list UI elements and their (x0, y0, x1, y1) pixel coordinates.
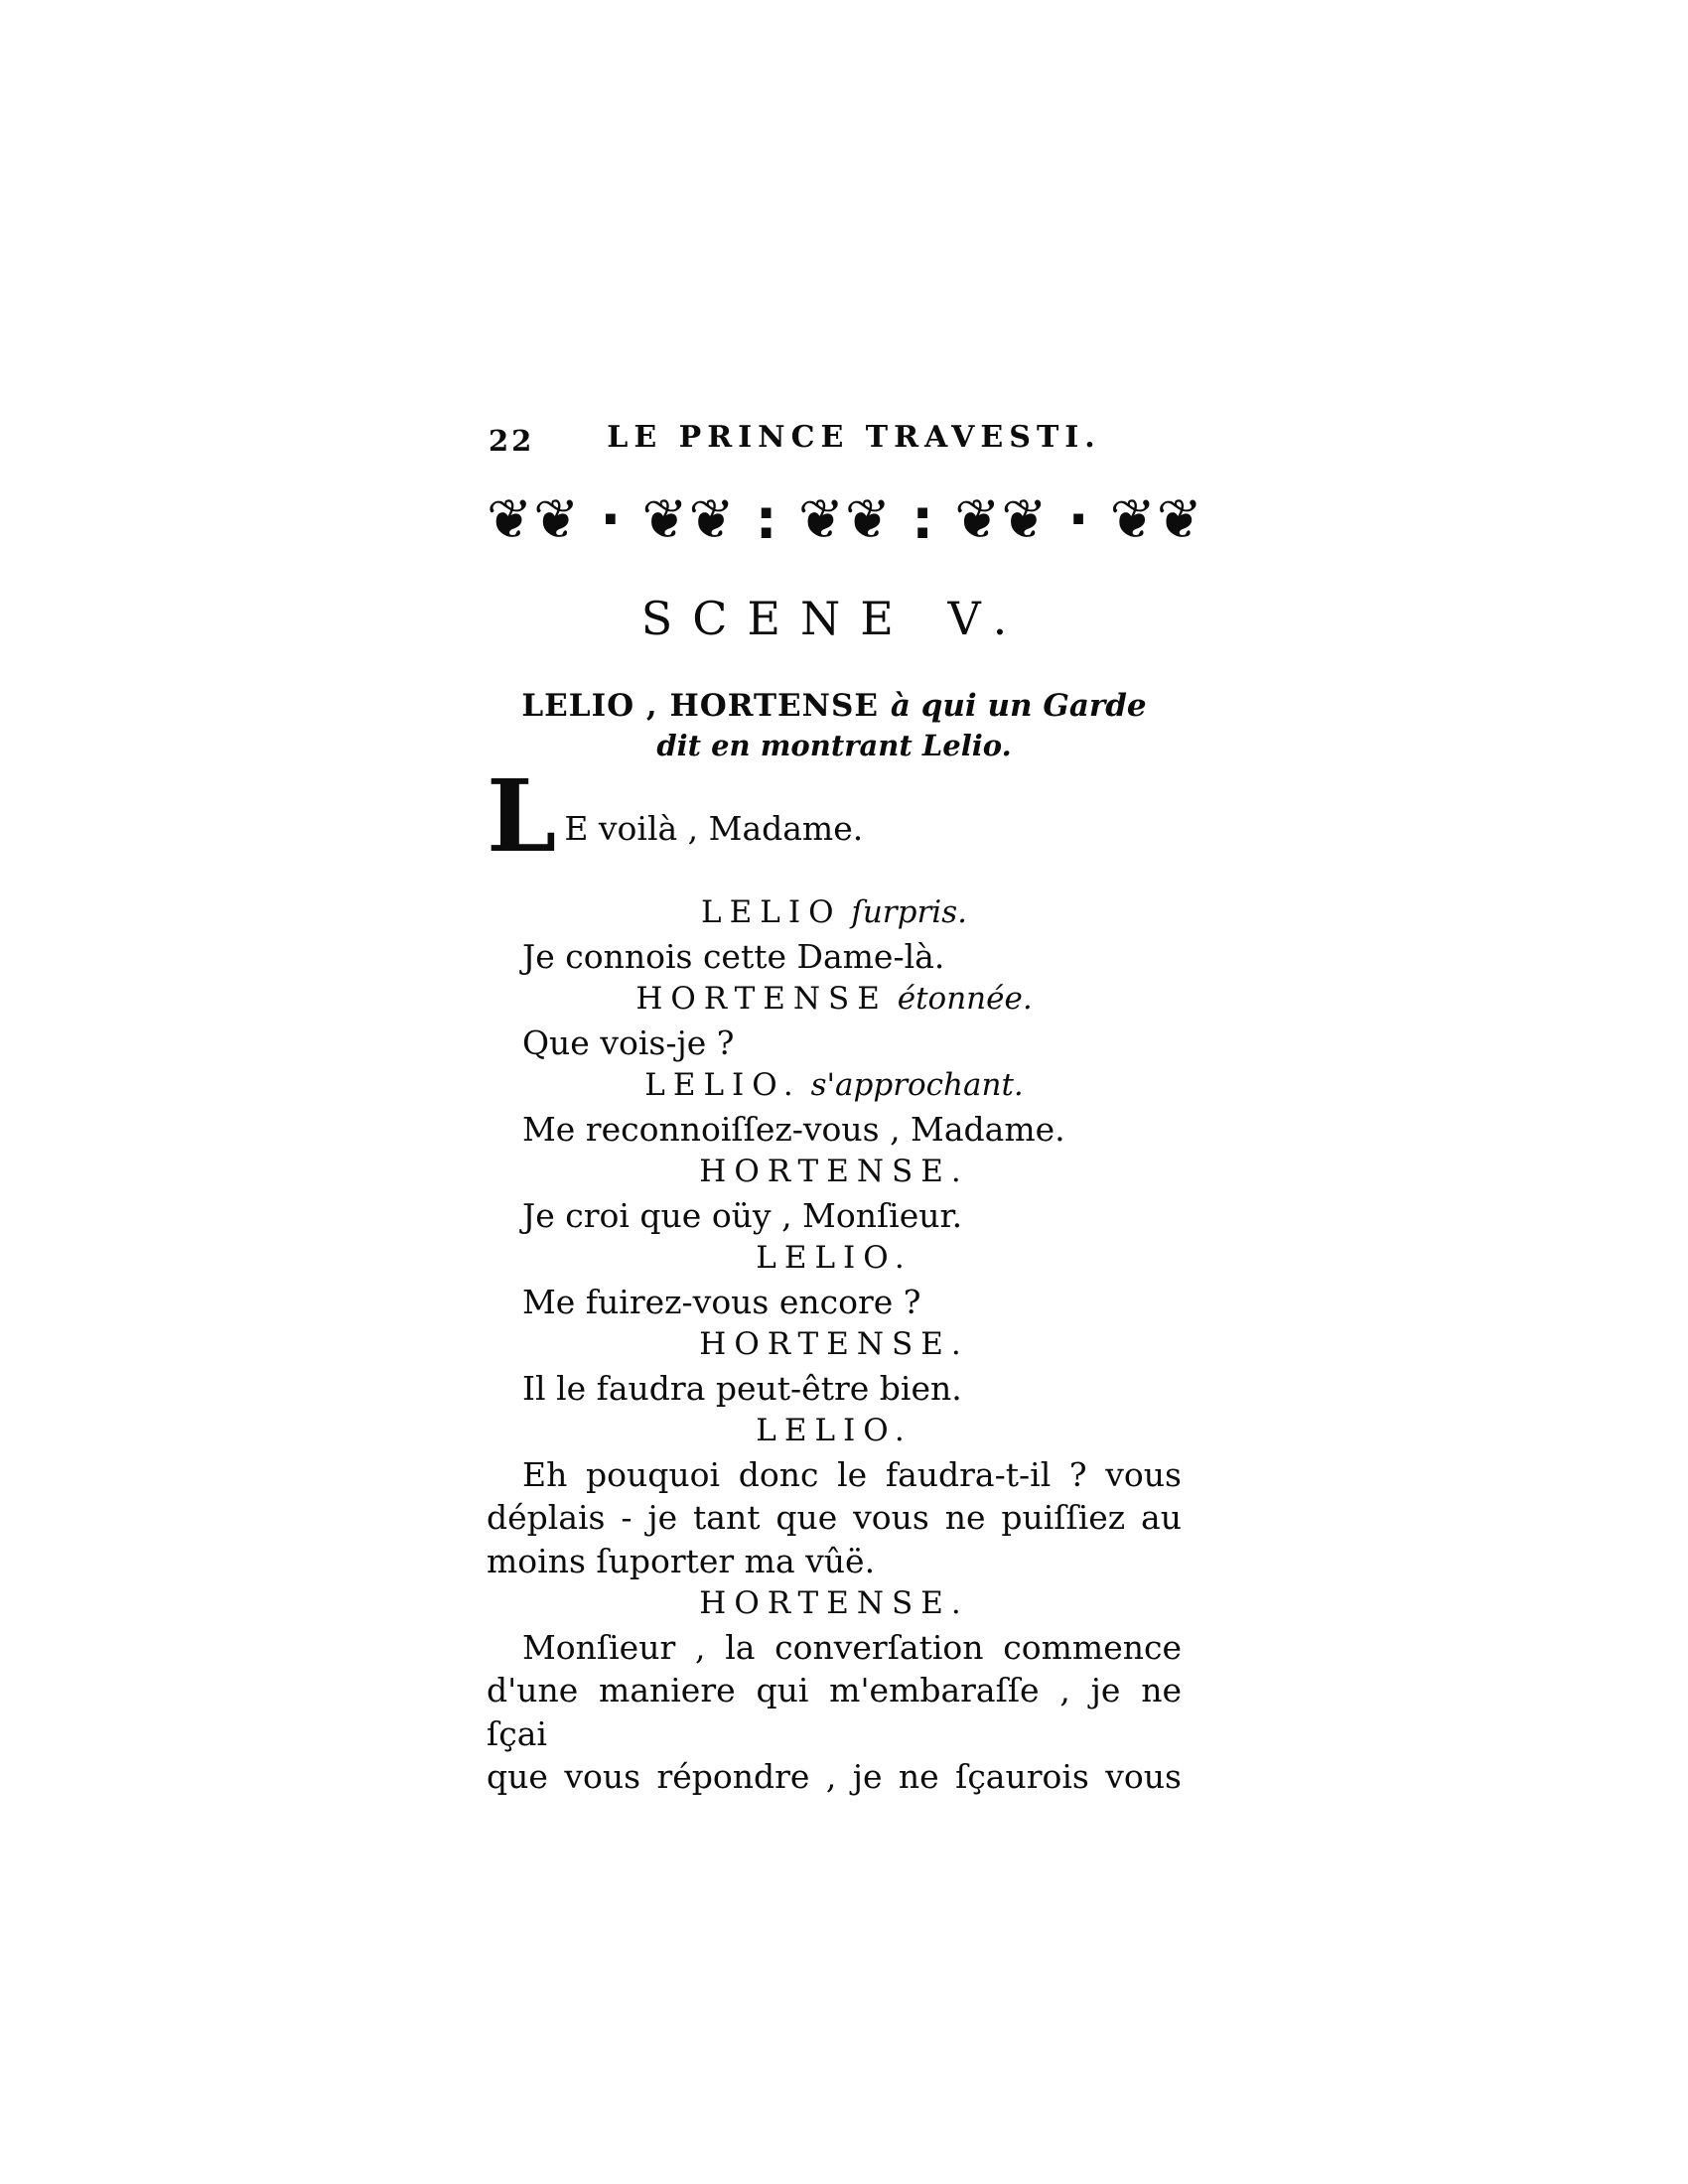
dialogue-line: Il le faudra peut-être bien. (522, 1368, 962, 1408)
running-title: LE PRINCE TRAVESTI. (607, 420, 1101, 455)
dialogue-line: Me fuirez-vous encore ? (522, 1282, 921, 1321)
dialogue-line: déplais - je tant que vous ne puiſſiez au (487, 1498, 1182, 1537)
book-page (487, 420, 1203, 1799)
speaker-heading (487, 1582, 1182, 1626)
dialogue-line: Me reconnoiſſez-vous , Madame. (522, 1109, 1065, 1149)
stage-setting-line2: dit en montrant Lelio. (656, 729, 1012, 762)
stage-direction-part1: à qui un Garde (890, 688, 1147, 724)
speaker-heading (487, 978, 1182, 1022)
speaker-name: LELIO. (756, 1240, 913, 1276)
speaker-heading (487, 1151, 1182, 1194)
dialogue-line: d'une maniere qui m'embaraſſe , je ne ſçai (487, 1671, 1182, 1753)
character-names: LELIO , HORTENSE (521, 688, 891, 724)
speaker-name: LELIO. (644, 1067, 801, 1103)
speaker-name: LELIO (701, 894, 842, 930)
speaker-heading (487, 891, 1182, 935)
speaker-heading (487, 1323, 1182, 1367)
dialogue-line: Je croi que oüy , Monſieur. (522, 1195, 963, 1235)
scene-heading: SCENE V. (640, 592, 1028, 645)
dialogue-line: que vous répondre , je ne ſçaurois vous (487, 1757, 1182, 1796)
dialogue-line: Je connois cette Dame-là. (522, 936, 945, 976)
garde-speech-text: E voilà , Madame. (564, 809, 864, 848)
speaker-stage-direction: étonnée. (887, 981, 1033, 1017)
speaker-heading (487, 1064, 1182, 1108)
speaker-stage-direction: s'approchant. (800, 1067, 1024, 1103)
dialogue-line: Que vois-je ? (522, 1023, 735, 1062)
stage-setting-line1 (487, 686, 1182, 727)
running-header (487, 420, 1182, 464)
dialogue-line: Eh pouquoi donc le faudra-t-il ? vous (522, 1454, 1182, 1494)
speaker-stage-direction: ſurpris. (841, 894, 967, 930)
speaker-name: HORTENSE. (699, 1585, 969, 1621)
fleuron-ornament-band-icon: ❦❦ · ❦❦ : ❦❦ : ❦❦ · ❦❦ (487, 487, 1203, 551)
dialogue-block (487, 891, 1182, 1799)
garde-speech (487, 757, 1182, 875)
speaker-heading (487, 1237, 1182, 1281)
speaker-name: HORTENSE (635, 981, 888, 1017)
speaker-name: HORTENSE. (699, 1154, 969, 1189)
dialogue-line: moins ſuporter ma vûë. (487, 1541, 876, 1580)
page-number: 22 (489, 424, 535, 458)
speaker-name: LELIO. (756, 1413, 913, 1448)
drop-cap-letter: L (487, 757, 557, 875)
speaker-heading (487, 1410, 1182, 1453)
dialogue-line: Monſieur , la converſation commence (522, 1627, 1182, 1667)
speaker-name: HORTENSE. (699, 1326, 969, 1362)
